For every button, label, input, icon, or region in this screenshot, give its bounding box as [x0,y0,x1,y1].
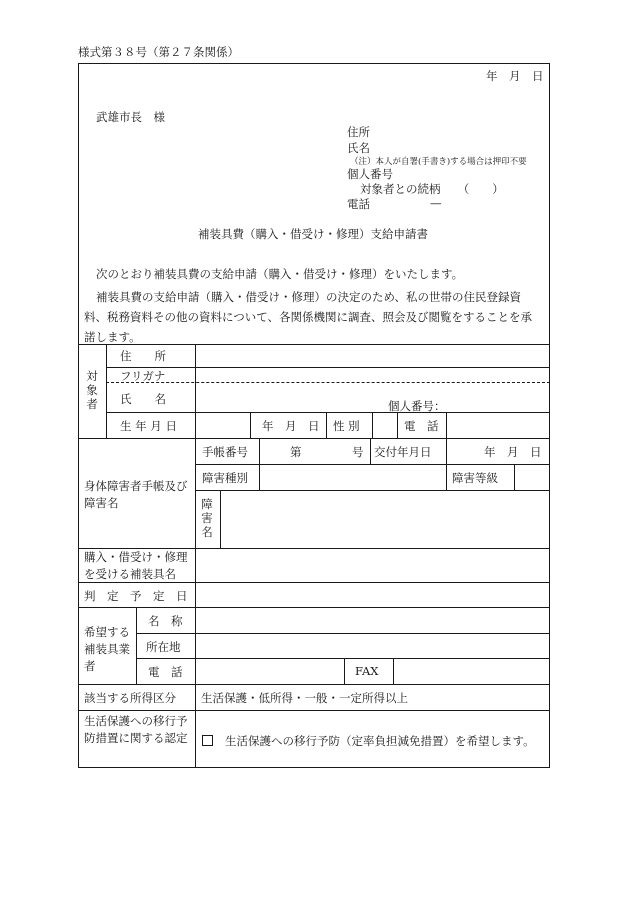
welfare-checkbox[interactable] [202,735,213,746]
body-line-3: 料、税務資料その他の資料について、各関係機関に調査、照会及び閲覧をすることを承 [84,310,533,324]
disability-grade-label: 障害等級 [452,471,498,485]
addressee: 武雄市長 様 [96,110,165,124]
form-frame [78,63,550,768]
form-code: 様式第３８号（第２７条関係） [78,45,239,59]
date-header: 年 月 日 [486,69,544,83]
subject-phone-label: 電 話 [404,419,439,433]
income-value: 生活保護・低所得・一般・一定所得以上 [201,691,408,705]
disability-name-label: 障害名 [201,497,213,539]
income-label: 該当する所得区分 [84,691,176,705]
vendor-phone-label: 電 話 [148,665,183,679]
vendor-fax-label: FAX [355,664,379,678]
vendor-group-label: 希望する補装具業者 [84,625,130,673]
welfare-label: 生活保護への移行予防措置に関する認定 [84,714,188,745]
applicant-name-label: 氏名 [347,141,370,155]
document-title: 補装具費（購入・借受け・修理）支給申請書 [198,227,428,241]
stamp-note: （注）本人が自署(手書き)する場合は押印不要 [350,157,527,167]
relation-label: 対象者との続柄 （ ） [360,182,504,196]
handbook-number-label: 手帳番号 [202,445,248,459]
disability-type-label: 障害種別 [202,471,248,485]
subject-furigana-label: フリガナ [120,369,166,383]
body-line-1: 次のとおり補装具費の支給申請（購入・借受け・修理）をいたします。 [96,267,464,281]
handbook-gou: 号 [352,445,364,459]
applicant-address-label: 住所 [347,125,370,139]
welfare-option[interactable] [202,733,535,749]
subject-group-label: 対象者 [86,369,98,411]
subject-address-label: 住 所 [120,349,166,363]
handbook-group-label: 身体障害者手帳及び障害名 [84,479,188,510]
welfare-option-text: 生活保護への移行予防（定率負担減免措置）を希望します。 [225,734,535,748]
vendor-name-label: 名 称 [148,614,183,628]
subject-name-label: 氏 名 [120,392,166,406]
handbook-dai: 第 [290,445,302,459]
body-line-4: 諾します。 [84,330,141,344]
applicant-personal-number-label: 個人番号 [347,167,393,181]
body-line-2: 補装具費の支給申請（購入・借受け・修理）の決定のため、私の世帯の住民登録資 [96,290,522,304]
sex-label: 性 別 [333,419,360,433]
issue-date-value: 年 月 日 [484,445,542,459]
judgment-date-label: 判 定 予 定 日 [84,589,188,603]
subject-personal-number-label: 個人番号： [388,399,446,413]
birthdate-value: 年 月 日 [262,419,320,433]
equipment-label: 購入・借受け・修理を受ける補装具名 [84,550,188,581]
applicant-phone-label: 電話 [347,197,370,211]
issue-date-label: 交付年月日 [374,445,432,459]
phone-dash: — [430,196,442,210]
birthdate-label: 生 年 月 日 [120,419,177,433]
vendor-location-label: 所在地 [146,640,181,654]
